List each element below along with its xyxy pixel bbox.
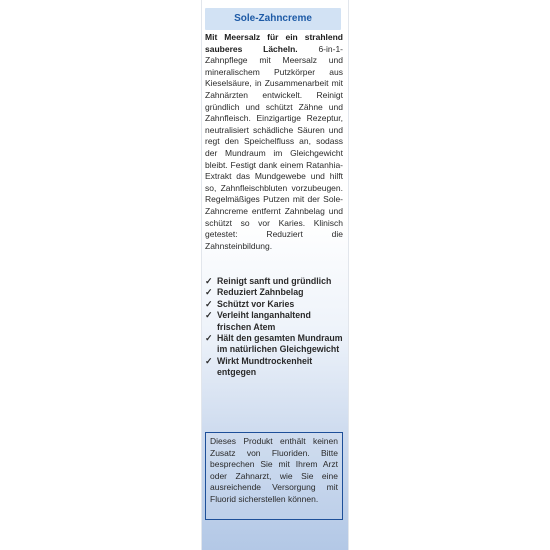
benefit-text: Hält den gesamten Mundraum im natürlichen Gleichgewicht xyxy=(217,333,343,355)
benefit-text: Wirkt Mundtrockenheit entgegen xyxy=(217,355,313,378)
benefit-text: Schützt vor Karies xyxy=(217,298,295,309)
checkmark-icon: ✓ xyxy=(205,287,213,298)
benefit-text: Reduziert Zahnbelag xyxy=(217,287,304,298)
benefit-item xyxy=(205,333,343,356)
benefit-item xyxy=(205,356,343,379)
description-lead: Mit Meersalz für ein strahlend sauberes Lächeln. xyxy=(205,32,343,54)
checkmark-icon: ✓ xyxy=(205,298,213,309)
checkmark-icon: ✓ xyxy=(205,333,213,344)
product-title-banner: Sole-Zahncreme xyxy=(205,8,341,30)
checkmark-icon: ✓ xyxy=(205,276,213,286)
checkmark-icon: ✓ xyxy=(205,355,213,366)
benefit-text: Reinigt sanft und gründlich xyxy=(217,276,332,286)
benefit-item xyxy=(205,299,343,310)
fluoride-notice-text: Dieses Produkt enthält keinen Zusatz von Fluoriden. Bitte besprechen Sie mit Ihrem Arzt oder Zahnarzt, wie Sie eine ausreichende Versorgung mit Fluorid sicherstellen können. xyxy=(210,436,338,504)
product-description xyxy=(205,32,343,252)
description-text: 6-in-1-Zahnpflege mit Meersalz und mineralischem Putzkörper aus Kieselsäure, in Zusammenarbeit mit Zahnärzten entwickelt. Reinigt gründlich und schützt Zähne und Zahnfleisch. Einzigartige Rezeptur, neutralisiert schädliche Säuren und regt den Speichelfluss an, sodass der Mundraum im Gleichgewicht bleibt. Festigt dank einem Ratanhia-Extrakt das Mundgewebe und hilft so, Zahnfleischbluten vorzubeugen. Regelmäßiges Putzen mit der Sole-Zahncreme entfernt Zahnbelag und schützt so vor Karies. Klinisch getestet: Reduziert die Zahnsteinbildung. xyxy=(205,43,343,251)
fluoride-notice-box xyxy=(205,432,343,520)
benefits-list xyxy=(205,276,343,379)
benefit-item xyxy=(205,276,343,287)
benefit-text: Verleiht langanhaltend frischen Atem xyxy=(217,310,311,332)
checkmark-icon: ✓ xyxy=(205,310,213,321)
benefit-item xyxy=(205,287,343,298)
benefit-item xyxy=(205,310,343,333)
